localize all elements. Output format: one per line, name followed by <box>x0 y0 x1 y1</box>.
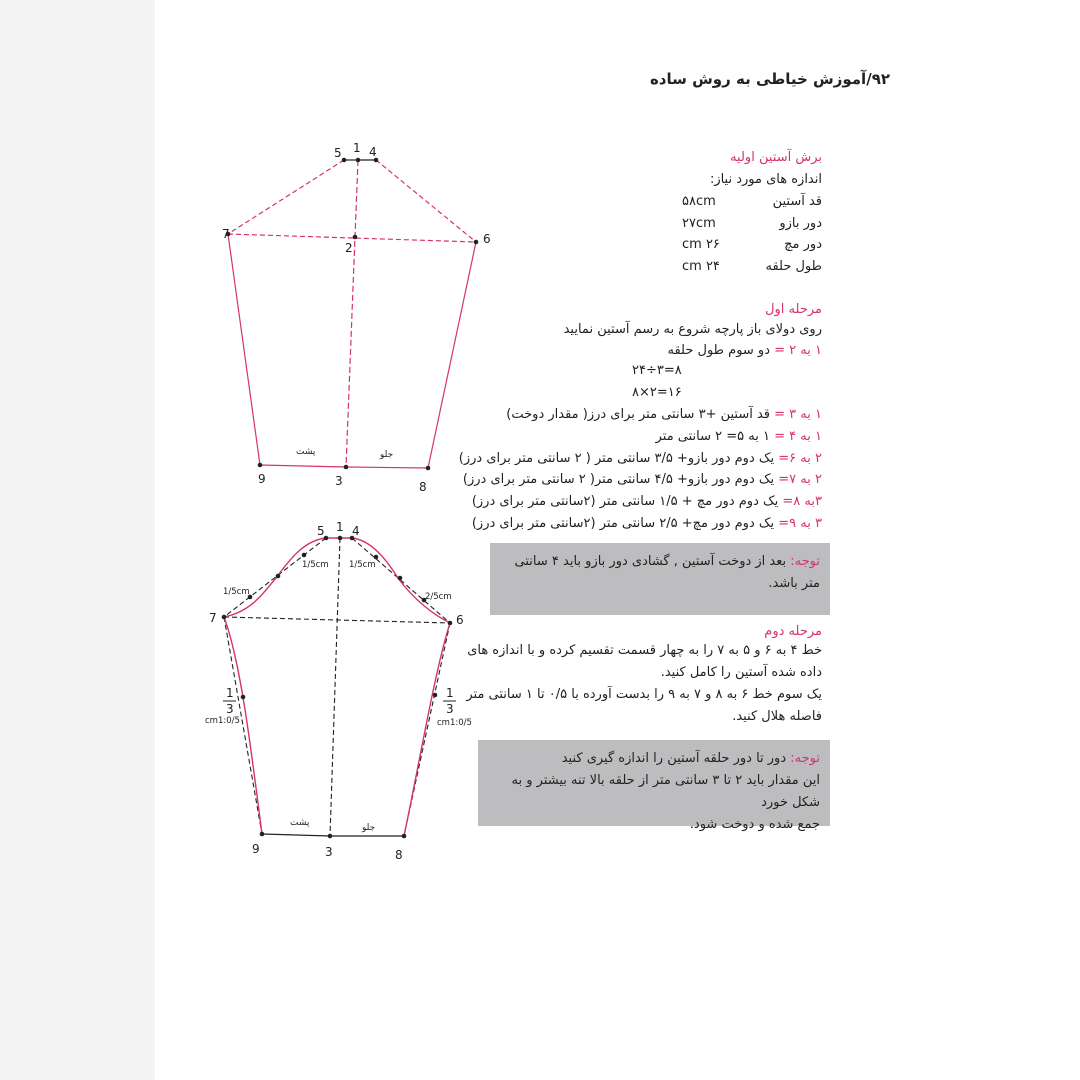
stage2-title: مرحله دوم <box>764 624 822 639</box>
point-label: 5 <box>317 524 325 538</box>
point-label: 3 <box>325 845 333 859</box>
division-point <box>374 555 379 560</box>
point-label: 8 <box>395 848 403 862</box>
guide-line-5-7 <box>224 538 326 617</box>
back-label: پشت <box>296 447 316 457</box>
step-text: دو سوم طول حلقه <box>667 343 775 358</box>
measurement-value: ۵۸cm <box>682 194 716 209</box>
step-key: ۱ به ۳ = <box>774 407 822 422</box>
fraction-denominator: 3 <box>226 702 234 716</box>
measurement-value: ۲۷cm <box>682 216 716 231</box>
point-label: 1 <box>336 520 344 534</box>
point-9 <box>260 832 265 837</box>
section-title: برش آستین اولیه <box>730 150 822 165</box>
point-label: 6 <box>456 613 464 627</box>
fraction-denominator: 3 <box>446 702 454 716</box>
measure-label: 1/5cm <box>302 560 329 570</box>
front-label: جلو <box>362 823 376 833</box>
step-key: ۲ به ۶= <box>778 451 822 466</box>
division-point <box>241 695 246 700</box>
point-label: 5 <box>334 146 342 160</box>
point-label: 4 <box>352 524 360 538</box>
page-header: ۹۲/آموزش خیاطی به روش ساده <box>649 70 890 88</box>
step-key: ۳ به ۹= <box>778 516 822 531</box>
note-text: دور تا دور حلقه آستین را اندازه گیری کنید <box>561 751 791 766</box>
point-label: 7 <box>222 227 230 241</box>
front-label: جلو <box>380 450 394 460</box>
measurement-label: طول حلقه <box>765 259 822 274</box>
point-6 <box>448 621 453 626</box>
division-point <box>398 576 403 581</box>
step-text: یک دوم دور مچ+ ۲/۵ سانتی متر (۲سانتی متر برای درز) <box>471 516 779 531</box>
guide-line-1-3 <box>330 538 340 836</box>
step-key: ۳به ۸= <box>782 494 822 509</box>
division-point <box>302 553 307 558</box>
note-text: بعد از دوخت آستین , گشادی دور بازو باید ۴ سانتی متر باشد. <box>514 554 820 591</box>
measurement-label: قد آستین <box>772 194 822 209</box>
point-label: 8 <box>419 480 427 494</box>
measurement-value: cm ۲۶ <box>682 237 720 252</box>
stage2-line: فاصله هلال کنید. <box>732 709 822 724</box>
stage2-line: یک سوم خط ۶ به ۸ و ۷ به ۹ را بدست آورده با ۰/۵ تا ۱ سانتی متر <box>466 687 822 702</box>
division-point <box>433 693 438 698</box>
side-note: cm1:0/5 <box>437 718 472 728</box>
hem-line-9-3 <box>262 834 330 836</box>
calc-line: ۲۴÷۳=۸ <box>632 363 682 378</box>
step-text: یک دوم دور مچ + ۱/۵ سانتی متر (۲سانتی متر برای درز) <box>471 494 783 509</box>
point-label: 4 <box>369 145 377 159</box>
point-label: 7 <box>209 611 217 625</box>
point-label: 3 <box>335 474 343 488</box>
step-text: یک دوم دور بازو+ ۳/۵ سانتی متر ( ۲ سانتی متر برای درز) <box>458 451 779 466</box>
measurement-label: دور مچ <box>784 237 822 252</box>
stage1-intro: روی دولای باز پارچه شروع به رسم آستین نمایید <box>563 322 822 337</box>
measure-label: 1/5cm <box>349 560 376 570</box>
step-text: قد آستین +۳ سانتی متر برای درز( مقدار دوخت) <box>506 407 775 422</box>
point-label: 1 <box>353 141 361 155</box>
fraction-numerator: 1 <box>446 686 454 700</box>
step-text: ۱ به ۵= ۲ سانتی متر <box>655 429 775 444</box>
point-label: 9 <box>258 472 266 486</box>
fraction-numerator: 1 <box>226 686 234 700</box>
side-note: cm1:0/5 <box>205 716 240 726</box>
note-key: توجه: <box>790 554 820 569</box>
point-8 <box>402 834 407 839</box>
stage2-line: داده شده آستین را کامل کنید. <box>660 665 822 680</box>
note-line: جمع شده و دوخت شود. <box>689 817 820 832</box>
needed-measurements-label: اندازه های مورد نیاز: <box>709 172 822 187</box>
step-key: ۱ به ۲ = <box>774 343 822 358</box>
point-label: 2 <box>345 241 353 255</box>
stage1-title: مرحله اول <box>765 302 822 317</box>
division-point <box>276 574 281 579</box>
back-label: پشت <box>290 818 310 828</box>
point-label: 6 <box>483 232 491 246</box>
guide-line-4-6 <box>352 538 450 623</box>
sleeve-cap-curve <box>224 538 450 623</box>
measure-label: 2/5cm <box>425 592 452 602</box>
point-1 <box>338 536 343 541</box>
note-line: این مقدار باید ۲ تا ۳ سانتی متر از حلقه بالا تنه بیشتر و به شکل خورد <box>511 773 820 810</box>
measurement-value: cm ۲۴ <box>682 259 720 274</box>
note-key: توجه: <box>790 751 820 766</box>
point-3 <box>328 834 333 839</box>
calc-line: ۸×۲=۱۶ <box>632 385 682 400</box>
step-key: ۱ به ۴ = <box>774 429 822 444</box>
step-text: یک دوم دور بازو+ ۴/۵ سانتی متر( ۲ سانتی متر برای درز) <box>462 472 779 487</box>
stage2-line: خط ۴ به ۶ و ۵ به ۷ را به چهار قسمت تقسیم کرده و با اندازه های <box>467 643 822 658</box>
measure-label: 1/5cm <box>223 587 250 597</box>
step-key: ۲ به ۷= <box>778 472 822 487</box>
point-7 <box>222 615 227 620</box>
measurement-label: دور بازو <box>779 216 822 231</box>
point-label: 9 <box>252 842 260 856</box>
